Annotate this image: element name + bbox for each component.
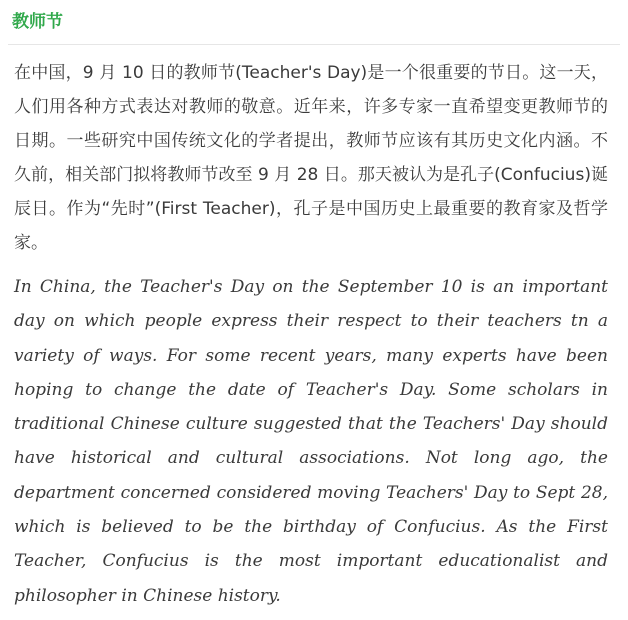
chinese-paragraph: 在中国，9 月 10 日的教师节(Teacher's Day)是一个很重要的节日。这一天，人们用各种方式表达对教师的敬意。近年来，许多专家一直希望变更教师节的日期。一些研究中国传统文化的学者提出，教师节应该有其历史文化内涵。不久前，相关部门拟将教师节改至 9 月 28 日。那天被认为是孔子(Confucius)诞辰日。作为“先时”(First Teacher)，孔子是中国历史上最重要的教育家及哲学家。: [14, 63, 608, 253]
english-paragraph: In China, the Teacher's Day on the September 10 is an important day on which people express their respect to their teachers tn a variety of ways. For some recent years, many experts have been hoping to change the date of Teacher's Day. Some scholars in traditional Chinese culture suggested that the Teachers' Day should have historical and cultural associations. Not long ago, the department concerned considered moving Teachers' Day to Sept 28, which is believed to be the birthday of Confucius. As the First Teacher, Confucius is the most important educationalist and philosopher in Chinese history.: [14, 277, 608, 606]
title-divider: [8, 44, 620, 45]
article-title: 教师节: [12, 12, 63, 32]
